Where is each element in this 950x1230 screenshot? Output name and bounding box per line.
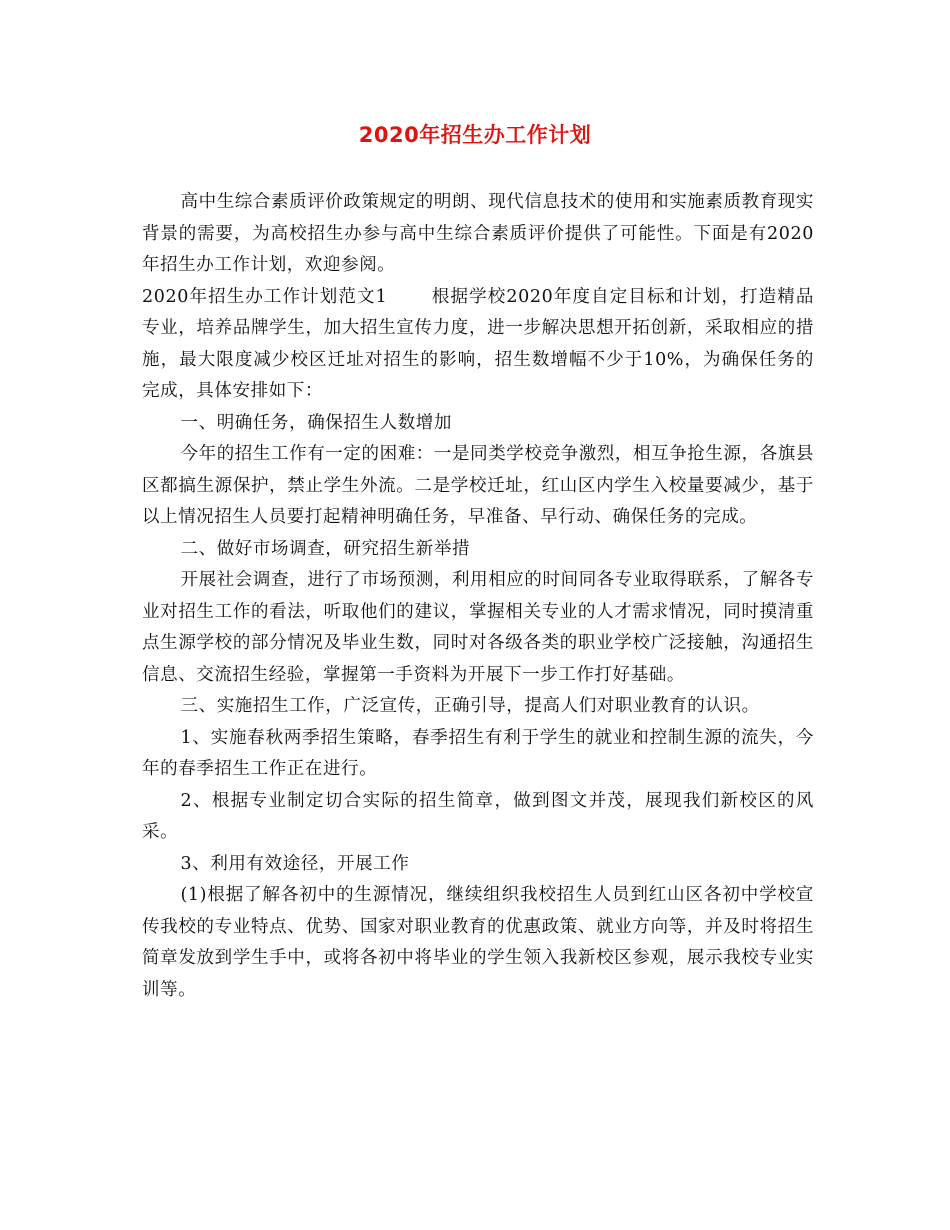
list-item-1: 1、实施春秋两季招生策略，春季招生有利于学生的就业和控制生源的流失，今年的春季招生工作正在进行。 xyxy=(142,727,814,779)
sample-text: 根据学校2020年度自定目标和计划，打造精品专业，培养品牌学生，加大招生宣传力度，进一步解决思想开拓创新，采取相应的措施，最大限度减少校区迁址对招生的影响，招生数增幅不少于10%，为确保任务的完成，具体安排如下： xyxy=(142,286,814,401)
section-paragraph-1: 今年的招生工作有一定的困难：一是同类学校竞争激烈，相互争抢生源，各旗县区都搞生源保护，禁止学生外流。二是学校迁址，红山区内学生入校量要减少，基于以上情况招生人员要打起精神明确任务，早准备、早行动、确保任务的完成。 xyxy=(142,444,814,527)
section-heading-3: 三、实施招生工作，广泛宣传，正确引导，提高人们对职业教育的认识。 xyxy=(180,696,760,716)
sample-paragraph xyxy=(142,282,814,408)
section-heading-1: 一、明确任务，确保招生人数增加 xyxy=(180,412,452,433)
document-title: 2020年招生办工作计划 xyxy=(358,123,592,147)
list-item-2: 2、根据专业制定切合实际的招生简章，做到图文并茂，展现我们新校区的风采。 xyxy=(142,790,814,842)
sample-label: 2020年招生办工作计划范文1 xyxy=(142,286,388,307)
list-item-3: 3、利用有效途径，开展工作 xyxy=(180,853,410,874)
sub-list-item-1: (1)根据了解各初中的生源情况，继续组织我校招生人员到红山区各初中学校宣传我校的专业特点、优势、国家对职业教育的优惠政策、就业方向等，并及时将招生简章发放到学生手中，或将各初中将毕业的学生领入我新校区参观，展示我校专业实训等。 xyxy=(142,885,814,1000)
document-body xyxy=(142,187,814,1006)
section-heading-2: 二、做好市场调查，研究招生新举措 xyxy=(180,538,471,559)
intro-paragraph: 高中生综合素质评价政策规定的明朗、现代信息技术的使用和实施素质教育现实背景的需要，为高校招生办参与高中生综合素质评价提供了可能性。下面是有2020年招生办工作计划，欢迎参阅。 xyxy=(142,192,814,275)
section-paragraph-2: 开展社会调查，进行了市场预测，利用相应的时间同各专业取得联系，了解各专业对招生工作的看法，听取他们的建议，掌握相关专业的人才需求情况，同时摸清重点生源学校的部分情况及毕业生数，同时对各级各类的职业学校广泛接触，沟通招生信息、交流招生经验，掌握第一手资料为开展下一步工作打好基础。 xyxy=(142,570,814,685)
